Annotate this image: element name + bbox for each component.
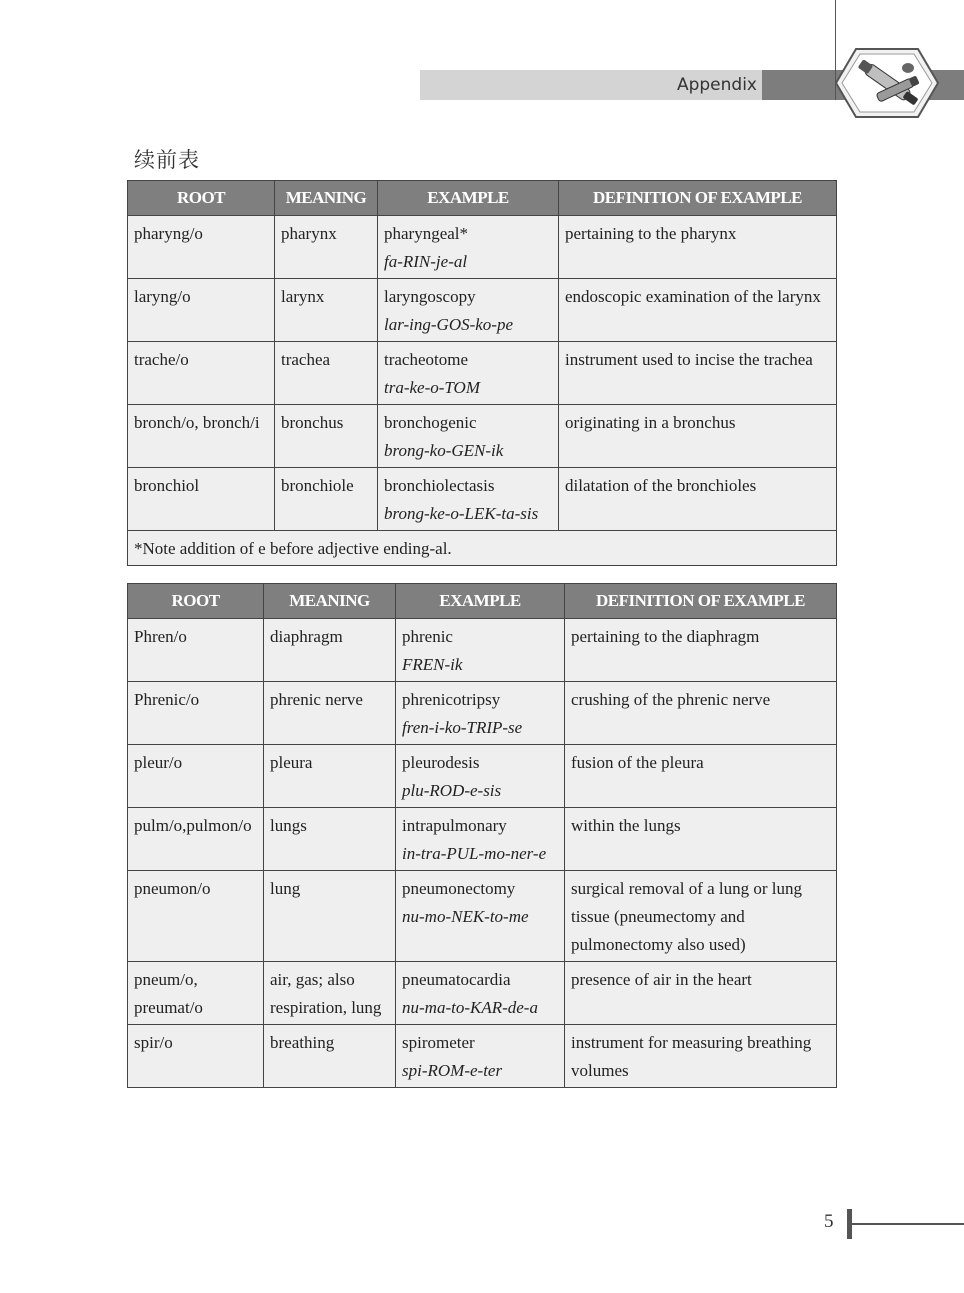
meaning-cell: pleura: [264, 745, 396, 808]
meaning-cell: trachea: [275, 342, 378, 405]
root-cell: pulm/o,pulmon/o: [128, 808, 264, 871]
example-word: phrenic: [402, 627, 453, 646]
table-row: [128, 279, 837, 342]
pronunciation: fren-i-ko-TRIP-se: [402, 718, 523, 737]
table-row: [128, 745, 837, 808]
example-word: pharyngeal*: [384, 224, 469, 243]
meaning-cell: lungs: [264, 808, 396, 871]
example-word: spirometer: [402, 1033, 475, 1052]
column-header-root: ROOT: [128, 584, 264, 619]
example-word: pneumatocardia: [402, 970, 511, 989]
table-row: [128, 1025, 837, 1088]
example-cell: [378, 468, 559, 531]
column-header-definition: DEFINITION OF EXAMPLE: [565, 584, 837, 619]
header-band: [420, 70, 765, 100]
example-cell: [396, 1025, 565, 1088]
column-header-meaning: MEANING: [264, 584, 396, 619]
pronunciation: lar-ing-GOS-ko-pe: [384, 315, 514, 334]
root-terms-table-1: [127, 180, 837, 566]
root-cell: pneum/o, preumat/o: [128, 962, 264, 1025]
column-header-definition: DEFINITION OF EXAMPLE: [559, 181, 837, 216]
meaning-cell: bronchus: [275, 405, 378, 468]
example-word: bronchogenic: [384, 413, 477, 432]
example-cell: [396, 745, 565, 808]
definition-cell: endoscopic examination of the larynx: [559, 279, 837, 342]
example-word: pleurodesis: [402, 753, 480, 772]
example-cell: [378, 216, 559, 279]
definition-cell: instrument for measuring breathing volumes: [565, 1025, 837, 1088]
table-header-row: [128, 181, 837, 216]
example-cell: [378, 342, 559, 405]
pronunciation: brong-ke-o-LEK-ta-sis: [384, 504, 539, 523]
root-cell: bronchiol: [128, 468, 275, 531]
header-section-title: Appendix: [676, 75, 757, 95]
pronunciation: in-tra-PUL-mo-ner-e: [402, 844, 547, 863]
example-word: laryngoscopy: [384, 287, 476, 306]
meaning-cell: breathing: [264, 1025, 396, 1088]
pronunciation: nu-mo-NEK-to-me: [402, 907, 529, 926]
root-cell: Phrenic/o: [128, 682, 264, 745]
definition-cell: dilatation of the bronchioles: [559, 468, 837, 531]
definition-cell: presence of air in the heart: [565, 962, 837, 1025]
column-header-root: ROOT: [128, 181, 275, 216]
pronunciation: plu-ROD-e-sis: [402, 781, 502, 800]
root-cell: pleur/o: [128, 745, 264, 808]
page-number-rule: [852, 1223, 964, 1225]
table-row: [128, 871, 837, 962]
root-terms-table-2: [127, 583, 837, 1088]
table-row: [128, 962, 837, 1025]
pronunciation: spi-ROM-e-ter: [402, 1061, 503, 1080]
definition-cell: surgical removal of a lung or lung tissue (pneumectomy and pulmonectomy also used): [565, 871, 837, 962]
root-cell: laryng/o: [128, 279, 275, 342]
table-header-row: [128, 584, 837, 619]
example-word: intrapulmonary: [402, 816, 507, 835]
continued-from-previous-label: 续前表: [134, 148, 200, 172]
page-number: 5: [824, 1211, 834, 1232]
pronunciation: FREN-ik: [402, 655, 463, 674]
example-cell: [396, 682, 565, 745]
definition-cell: pertaining to the pharynx: [559, 216, 837, 279]
pronunciation: fa-RIN-je-al: [384, 252, 468, 271]
root-cell: trache/o: [128, 342, 275, 405]
table-row: [128, 342, 837, 405]
pronunciation: brong-ko-GEN-ik: [384, 441, 504, 460]
definition-cell: within the lungs: [565, 808, 837, 871]
example-cell: [396, 962, 565, 1025]
root-cell: bronch/o, bronch/i: [128, 405, 275, 468]
definition-cell: pertaining to the diaphragm: [565, 619, 837, 682]
example-cell: [378, 405, 559, 468]
example-word: pneumonectomy: [402, 879, 516, 898]
pronunciation: nu-ma-to-KAR-de-a: [402, 998, 538, 1017]
table-row: [128, 405, 837, 468]
table-row: [128, 682, 837, 745]
meaning-cell: phrenic nerve: [264, 682, 396, 745]
example-cell: [396, 871, 565, 962]
root-cell: pneumon/o: [128, 871, 264, 962]
meaning-cell: air, gas; also respiration, lung: [264, 962, 396, 1025]
root-cell: pharyng/o: [128, 216, 275, 279]
meaning-cell: bronchiole: [275, 468, 378, 531]
table-note-row: [128, 531, 837, 566]
column-header-example: EXAMPLE: [396, 584, 565, 619]
table-row: [128, 468, 837, 531]
definition-cell: fusion of the pleura: [565, 745, 837, 808]
root-cell: spir/o: [128, 1025, 264, 1088]
column-header-example: EXAMPLE: [378, 181, 559, 216]
table-row: [128, 808, 837, 871]
pronunciation: tra-ke-o-TOM: [384, 378, 480, 397]
definition-cell: originating in a bronchus: [559, 405, 837, 468]
example-cell: [378, 279, 559, 342]
table-row: [128, 216, 837, 279]
meaning-cell: larynx: [275, 279, 378, 342]
example-cell: [396, 619, 565, 682]
meaning-cell: lung: [264, 871, 396, 962]
table-footnote: *Note addition of e before adjective ending-al.: [128, 531, 837, 566]
root-cell: Phren/o: [128, 619, 264, 682]
definition-cell: crushing of the phrenic nerve: [565, 682, 837, 745]
meaning-cell: diaphragm: [264, 619, 396, 682]
definition-cell: instrument used to incise the trachea: [559, 342, 837, 405]
example-word: bronchiolectasis: [384, 476, 495, 495]
table-row: [128, 619, 837, 682]
example-word: phrenicotripsy: [402, 690, 501, 709]
pipette-hexagon-icon: [832, 46, 942, 120]
example-word: tracheotome: [384, 350, 469, 369]
example-cell: [396, 808, 565, 871]
column-header-meaning: MEANING: [275, 181, 378, 216]
meaning-cell: pharynx: [275, 216, 378, 279]
